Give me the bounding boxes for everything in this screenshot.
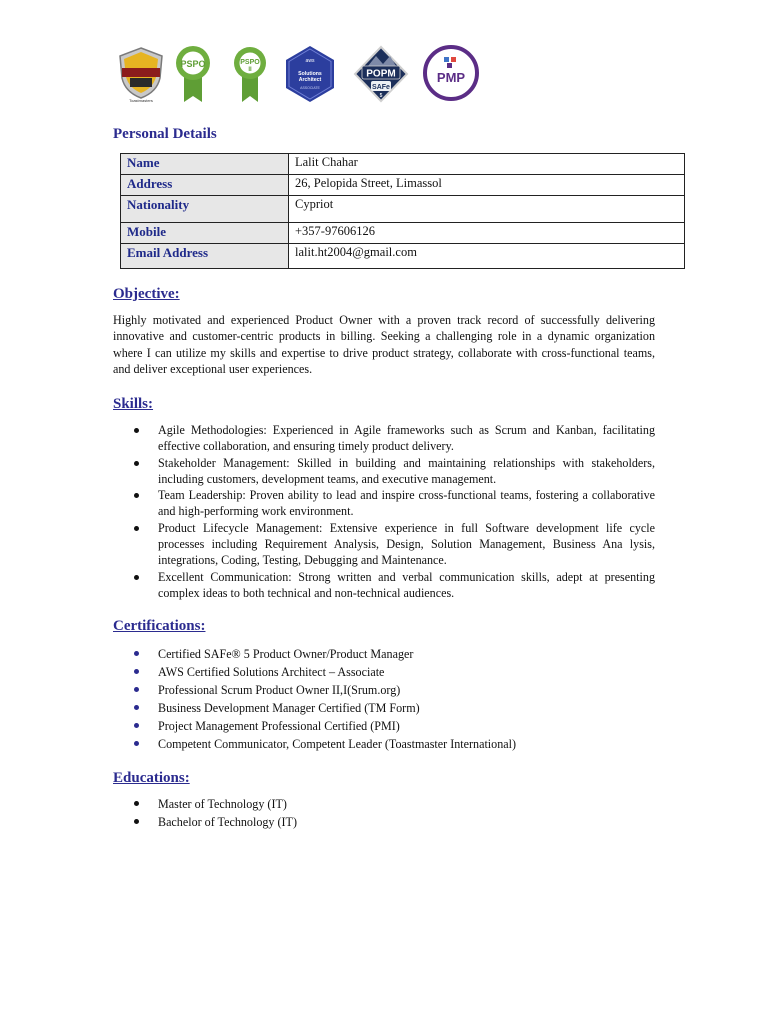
bullet-icon bbox=[134, 461, 139, 466]
pspo-ii-badge bbox=[232, 44, 268, 104]
personal-details-table bbox=[120, 153, 685, 269]
certifications-heading: Certifications: bbox=[113, 618, 206, 634]
toastmasters-badge-text: Toastmasters bbox=[129, 98, 153, 103]
certification-badges-row bbox=[112, 44, 492, 106]
pmp-badge-text: PMP bbox=[436, 70, 466, 85]
svg-text:PSPO: PSPO bbox=[240, 59, 260, 66]
svg-text:aws: aws bbox=[305, 58, 315, 64]
mobile-label: Mobile bbox=[121, 223, 289, 244]
name-label: Name bbox=[121, 154, 289, 175]
certifications-list bbox=[113, 645, 655, 754]
list-item bbox=[113, 813, 655, 831]
list-item bbox=[113, 455, 655, 488]
table-row bbox=[121, 154, 685, 175]
list-item bbox=[113, 487, 655, 520]
pspo-badge-text: PSPO bbox=[180, 59, 206, 69]
nationality-value: Cypriot bbox=[289, 196, 685, 223]
bullet-icon bbox=[134, 428, 139, 433]
certification-text: Professional Scrum Product Owner II,I(Srum.org) bbox=[158, 683, 401, 698]
certification-text: Project Management Professional Certified (PMI) bbox=[158, 719, 400, 734]
svg-text:Solutions: Solutions bbox=[298, 71, 322, 77]
bullet-icon bbox=[134, 705, 139, 710]
personal-details-heading: Personal Details bbox=[113, 126, 217, 142]
skill-text: Product Lifecycle Management: Extensive experience in full Software development life cycle processes including Requirement Analysis, Design, Solution Management, Business Ana lysis, integrations, Coding, Testing, Debugging and Maintenance. bbox=[158, 520, 655, 568]
mobile-value: +357-97606126 bbox=[289, 223, 685, 244]
list-item bbox=[113, 795, 655, 813]
table-row bbox=[121, 223, 685, 244]
certification-text: Competent Communicator, Competent Leader (Toastmaster International) bbox=[158, 737, 517, 752]
list-item bbox=[113, 520, 655, 569]
list-item bbox=[113, 569, 655, 602]
education-text: Bachelor of Technology (IT) bbox=[158, 815, 297, 829]
list-item bbox=[113, 717, 655, 735]
certification-text: Business Development Manager Certified (TM Form) bbox=[158, 701, 420, 716]
bullet-icon bbox=[134, 801, 139, 806]
list-item bbox=[113, 699, 655, 717]
svg-text:II: II bbox=[248, 67, 252, 73]
svg-text:Architect: Architect bbox=[298, 77, 322, 83]
bullet-icon bbox=[134, 819, 139, 824]
skill-text: Agile Methodologies: Experienced in Agile frameworks such as Scrum and Kanban, facilitating effective collaboration, and ensuring timely product delivery. bbox=[158, 423, 655, 454]
skill-text: Excellent Communication: Strong written and verbal communication skills, adept at presenting complex ideas to both technical and non-technical audiences. bbox=[158, 569, 655, 600]
svg-text:ASSOCIATE: ASSOCIATE bbox=[300, 86, 320, 90]
objective-heading: Objective: bbox=[113, 286, 180, 302]
bullet-icon bbox=[134, 651, 139, 656]
skills-list bbox=[113, 422, 655, 601]
bullet-icon bbox=[134, 493, 139, 498]
list-item bbox=[113, 735, 655, 753]
toastmasters-badge bbox=[112, 44, 170, 104]
email-label: Email Address bbox=[121, 244, 289, 269]
address-label: Address bbox=[121, 175, 289, 196]
skills-heading: Skills: bbox=[113, 396, 154, 412]
bullet-icon bbox=[134, 669, 139, 674]
educations-heading: Educations: bbox=[113, 770, 190, 786]
svg-text:5: 5 bbox=[379, 93, 383, 99]
table-row bbox=[121, 196, 685, 223]
list-item bbox=[113, 663, 655, 681]
name-value: Lalit Chahar bbox=[289, 154, 685, 175]
popm-safe-badge bbox=[350, 44, 412, 104]
objective-text: Highly motivated and experienced Product Owner with a proven track record of successfully delivering innovative and customer-centric products in billing. Seeking a challenging role in a dynamic organization where I can utilize my skills and expertise to drive product strategy, collaborate with cross-functional teams, and deliver exceptional user experiences. bbox=[113, 313, 655, 376]
bullet-icon bbox=[134, 723, 139, 728]
education-text: Master of Technology (IT) bbox=[158, 797, 287, 811]
nationality-label: Nationality bbox=[121, 196, 289, 223]
popm-badge-text: POPM bbox=[366, 68, 396, 80]
bullet-icon bbox=[134, 741, 139, 746]
svg-text:SAFe: SAFe bbox=[372, 84, 390, 91]
address-value: 26, Pelopida Street, Limassol bbox=[289, 175, 685, 196]
skill-text: Team Leadership: Proven ability to lead and inspire cross-functional teams, fostering a collaborative and high-performing work environment. bbox=[158, 488, 655, 519]
certification-text: AWS Certified Solutions Architect – Associate bbox=[158, 665, 385, 680]
list-item bbox=[113, 422, 655, 455]
aws-solutions-architect-badge bbox=[280, 44, 340, 104]
skill-text: Stakeholder Management: Skilled in building and maintaining relationships with stakeholders, including customers, development teams, and executive management. bbox=[158, 455, 655, 486]
certification-text: Certified SAFe® 5 Product Owner/Product Manager bbox=[158, 647, 414, 661]
pmp-badge bbox=[422, 44, 480, 102]
list-item bbox=[113, 645, 655, 663]
bullet-icon bbox=[134, 687, 139, 692]
table-row bbox=[121, 175, 685, 196]
list-item bbox=[113, 681, 655, 699]
table-row bbox=[121, 244, 685, 269]
bullet-icon bbox=[134, 575, 139, 580]
pspo-badge bbox=[174, 44, 212, 104]
educations-list bbox=[113, 795, 655, 831]
email-value: lalit.ht2004@gmail.com bbox=[289, 244, 685, 269]
bullet-icon bbox=[134, 526, 139, 531]
